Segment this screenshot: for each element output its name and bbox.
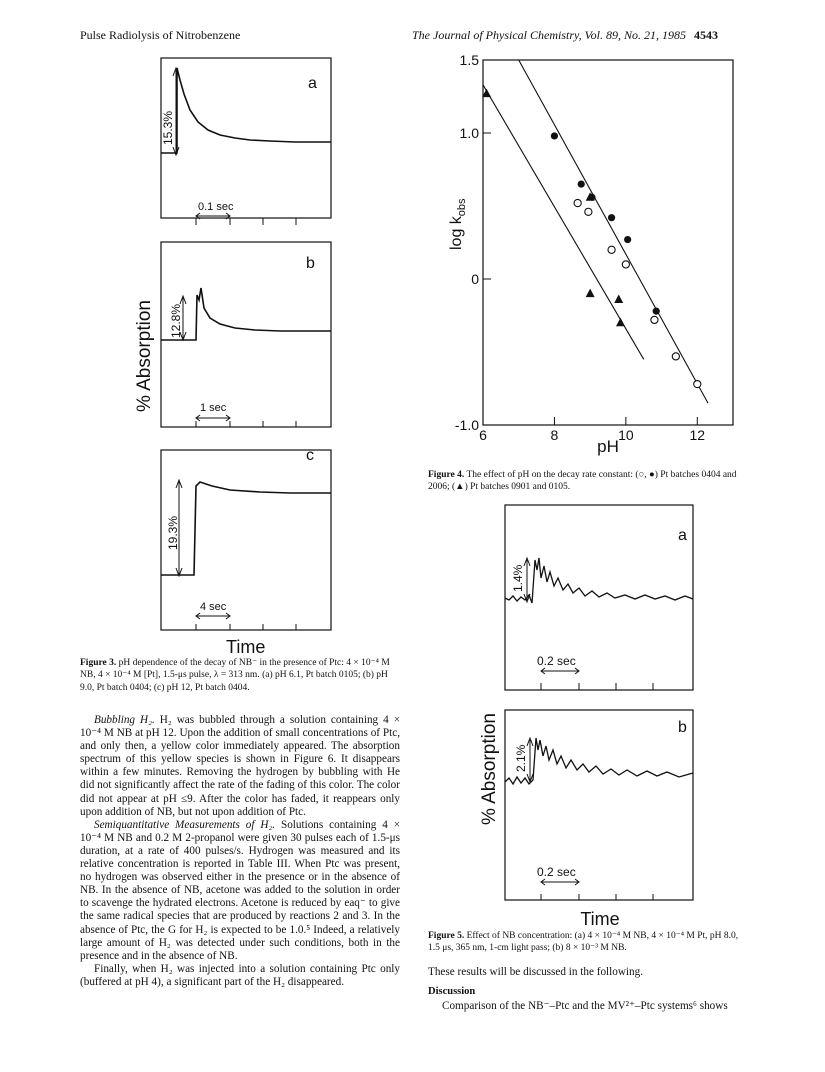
paragraph-semiquantitative [80, 819, 400, 963]
figure-3-caption [80, 657, 400, 694]
x-axis-label: Time [226, 637, 266, 657]
amplitude-label: 1.4% [511, 564, 525, 592]
data-point-open-circle [574, 199, 581, 206]
plot-frame [483, 60, 733, 425]
x-tick-label: 10 [618, 427, 634, 443]
paragraph-finally: Finally, when H₂ was injected into a solution containing Ptc only (buffered at pH 4), a significant part of the H₂ disappeared. [80, 962, 400, 988]
data-point-open-circle [694, 381, 701, 388]
data-point-open-circle [608, 246, 615, 253]
figure-5 [475, 500, 715, 930]
data-point-open-circle [622, 261, 629, 268]
data-point-filled-circle [608, 214, 615, 221]
x-axis-label: pH [597, 437, 619, 456]
trace [505, 558, 693, 603]
y-axis-label: $\log k_{obs}$ [448, 198, 468, 250]
timebar-label: 1 sec [200, 402, 227, 414]
data-point-filled-circle [551, 132, 558, 139]
y-tick-label: 1.5 [459, 52, 479, 68]
amplitude-label: 12.8% [169, 303, 183, 338]
y-tick-label: 1.0 [459, 125, 479, 141]
timebar-label: 0.2 sec [537, 654, 576, 668]
figure-3 [120, 50, 350, 660]
data-point-triangle [586, 289, 595, 298]
fit-line [483, 85, 644, 359]
trace [161, 288, 331, 340]
amplitude-label: 19.3% [166, 515, 180, 550]
figure-5-caption [428, 930, 750, 955]
running-header: Pulse Radiolysis of Nitrobenzene [80, 28, 241, 42]
x-tick-label: 6 [479, 427, 487, 443]
caption-label: Figure 4. [428, 470, 465, 480]
data-point-open-circle [651, 316, 658, 323]
caption-label: Figure 3. [80, 658, 117, 668]
data-point-filled-circle [624, 236, 631, 243]
paragraph-bubbling [80, 714, 400, 819]
paragraph-results: These results will be discussed in the following. [428, 966, 644, 978]
journal-citation [412, 28, 718, 43]
data-point-open-circle [585, 208, 592, 215]
x-tick-label: 8 [550, 427, 559, 443]
timebar-label: 0.1 sec [198, 201, 234, 213]
panel-label: a [678, 527, 687, 544]
paragraph-heading: Semiquantitative Measurements of H₂. [94, 818, 276, 831]
paragraph-text: Solutions containing 4 × 10⁻⁴ M NB and 0.2 M 2-propanol were given 30 pulses each of 1.5-μs duration, at a rate of 400 pulses/s. Hydrogen was measured and its relative concentration is reported in Table III. When Ptc was present, no hydrogen was observed either in the presence or in the absence of NB. In the absence of NB, acetone was added to the solution in order to scavenge the hydrated electrons. Acetone is reduced by eaq⁻ to give the same radical species that are produced by reactions 2 and 3. In the absence of Ptc, the G for H₂ is expected to be 1.0.⁵ Indeed, a relatively large amount of H₂ was detected under such conditions, both in the presence and in the absence of NB. [80, 818, 400, 962]
left-column-text [80, 714, 400, 989]
trace [161, 482, 331, 575]
timebar-label: 0.2 sec [537, 865, 576, 879]
page-number: 4543 [694, 28, 718, 42]
fig3-panel-b [134, 242, 331, 427]
data-point-triangle [614, 294, 623, 303]
fig5-panel-a [505, 505, 693, 690]
panel-label: b [678, 719, 687, 736]
paragraph-comparison: Comparison of the NB⁻–Ptc and the MV²⁺–Ptc systems⁶ shows [442, 1000, 728, 1013]
figure-4-chart [440, 50, 740, 460]
figure-4-caption [428, 469, 750, 494]
caption-text: Effect of NB concentration: (a) 4 × 10⁻⁴ M NB, 4 × 10⁻⁴ M Pt, pH 8.0, 1.5 μs, 365 nm, 1-cm light pass; (b) 8 × 10⁻³ M NB. [428, 931, 739, 954]
fig3-panel-a [161, 58, 331, 225]
amplitude-label: 15.3% [161, 110, 175, 145]
caption-text: The effect of pH on the decay rate constant: (○, ●) Pt batches 0404 and 2006; (▲) Pt batches 0901 and 0105. [428, 470, 737, 493]
paragraph-heading: Bubbling H₂. [94, 714, 155, 726]
discussion-heading: Discussion [428, 986, 476, 998]
right-column-text [428, 966, 750, 1013]
trace [161, 68, 331, 153]
journal-name: The Journal of Physical Chemistry, Vol. 89, No. 21, 1985 [412, 28, 686, 42]
data-point-filled-circle [653, 308, 660, 315]
panel-label: a [308, 75, 317, 92]
y-tick-label: -1.0 [454, 417, 479, 433]
timebar-label: 4 sec [200, 601, 227, 613]
y-tick-label: 0 [471, 271, 479, 287]
data-point-triangle [616, 318, 625, 327]
x-axis-label: Time [580, 909, 620, 929]
data-point-open-circle [672, 353, 679, 360]
caption-text: pH dependence of the decay of NB⁻ in the presence of Ptc: 4 × 10⁻⁴ M NB, 4 × 10⁻⁴ M [Pt], 1.5-μs pulse, λ = 313 nm. (a) pH 6.1, Pt batch 0105; (b) pH 9.0, Pt batch 0404; (c) pH 12, Pt batch 0404. [80, 658, 390, 693]
panel-label: c [306, 447, 314, 464]
amplitude-label: 2.1% [514, 744, 528, 772]
x-tick-label: 12 [689, 427, 706, 443]
fig3-panel-c [161, 447, 331, 657]
y-axis-label: % Absorption [134, 300, 155, 412]
fig5-panel-b [505, 710, 693, 929]
caption-label: Figure 5. [428, 931, 465, 941]
fit-line [519, 60, 708, 403]
paragraph-text: H₂ was bubbled through a solution containing 4 × 10⁻⁴ M NB at pH 12. Upon the addition of small concentrations of Ptc, and only then, a yellow color immediately appeared. The absorption spectrum of this yellow species is shown in Figure 6. It disappears within a few minutes. Removing the hydrogen by bubbling with He did not significantly affect the rate of the fading of this color. The color did not appear at pH ≤9. After the color has faded, it reappears only upon addition of NB, but not upon addition of Ptc. [80, 714, 400, 818]
panel-label: b [306, 255, 315, 272]
trace [505, 738, 693, 784]
y-axis-label: % Absorption [479, 713, 500, 825]
data-point-filled-circle [578, 181, 585, 188]
